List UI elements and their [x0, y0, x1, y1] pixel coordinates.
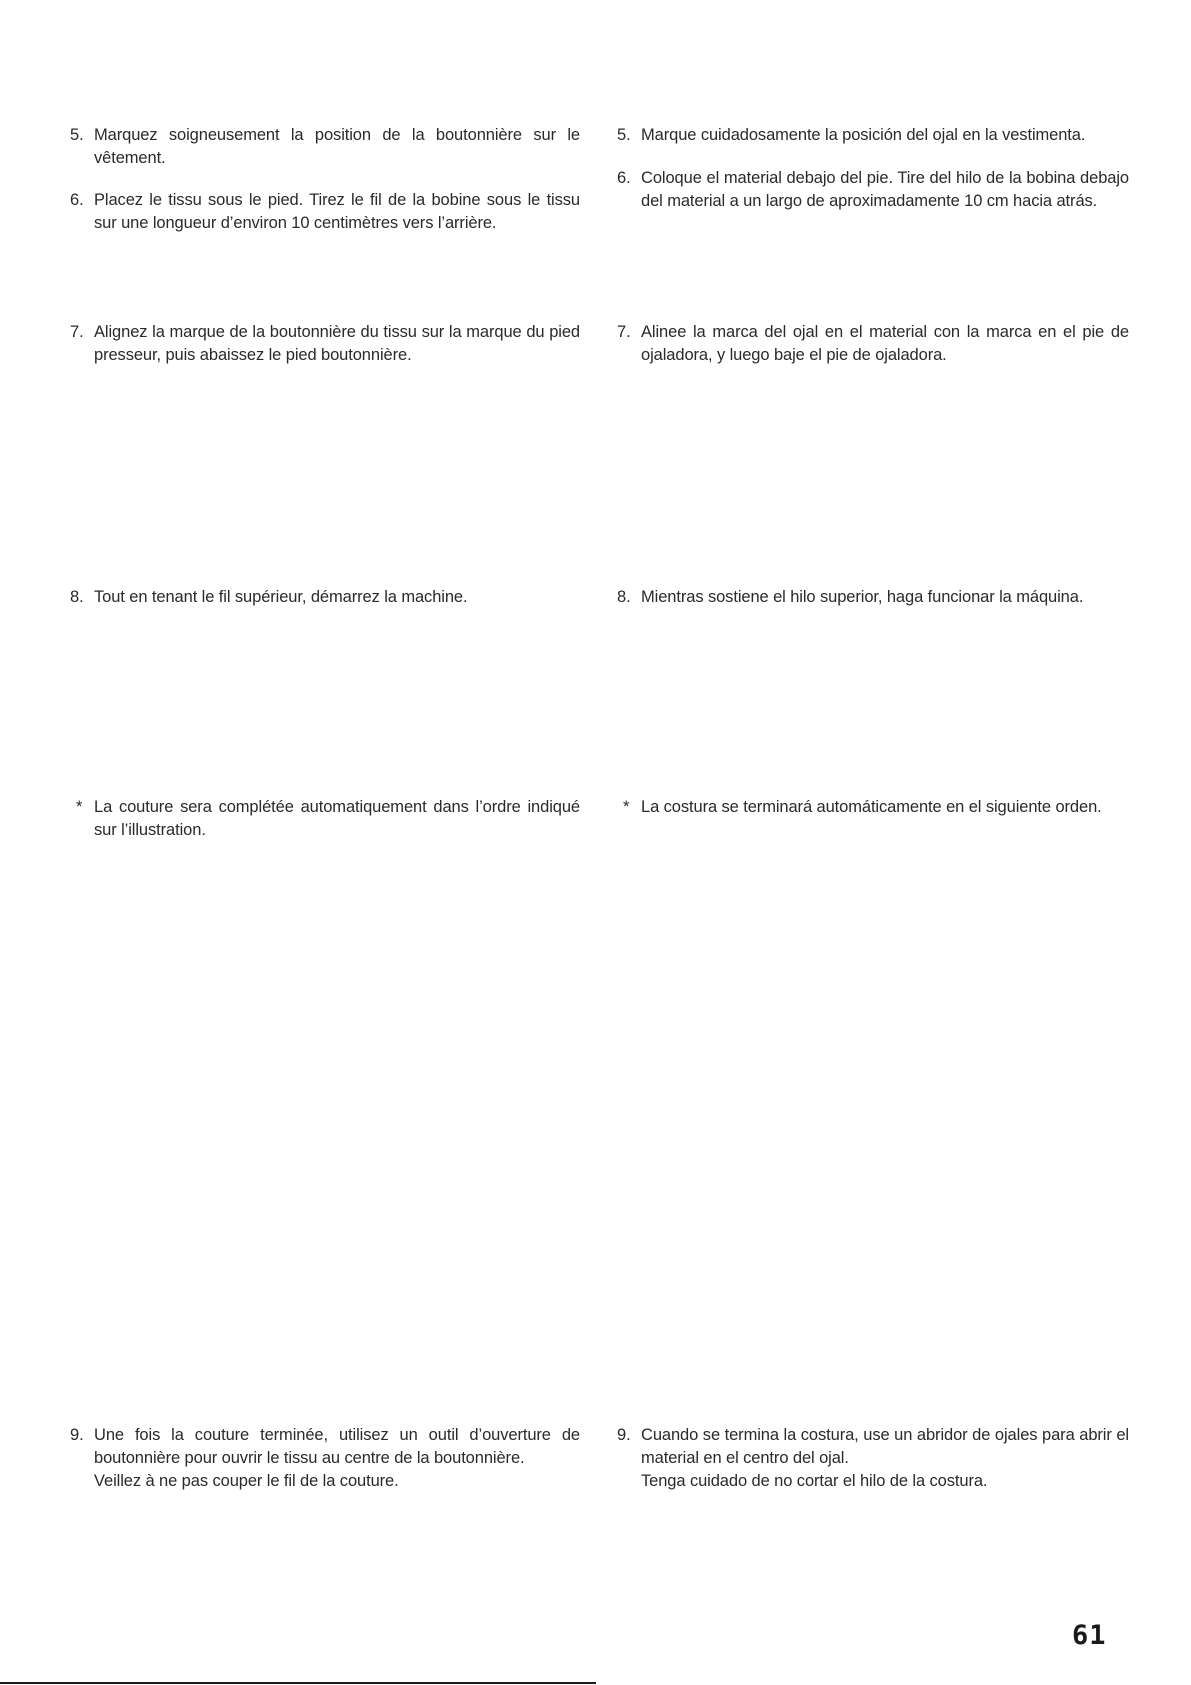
step-text-line: Veillez à ne pas couper le fil de la couture. [94, 1472, 399, 1490]
note-asterisk: * [623, 798, 630, 816]
step-text: Alignez la marque de la boutonnière du tissu sur la marque du pied presseur, puis abaissez le pied boutonnière. [94, 323, 580, 364]
step-text: Coloque el material debajo del pie. Tire del hilo de la bobina debajo del material a un largo de aproximadamente 10 cm hacia atrás. [641, 169, 1129, 210]
es-step-9 [617, 1424, 1129, 1493]
step-text-line: Tenga cuidado de no cortar el hilo de la costura. [641, 1472, 988, 1490]
step-number: 6. [617, 169, 631, 187]
step-text [94, 1424, 580, 1493]
footer-rule [0, 1682, 596, 1684]
note-text: La couture sera complétée automatiquement dans l’ordre indiqué sur l’illustration. [94, 798, 580, 839]
es-step-7 [617, 321, 1129, 367]
es-note [617, 796, 1129, 819]
step-text: Marque cuidadosamente la posición del ojal en la vestimenta. [641, 126, 1086, 144]
step-text: Tout en tenant le fil supérieur, démarrez la machine. [94, 588, 468, 606]
step-number: 8. [70, 588, 84, 606]
fr-step-7 [70, 321, 580, 367]
es-step-6 [617, 167, 1129, 213]
note-text: La costura se terminará automáticamente en el siguiente orden. [641, 798, 1102, 816]
step-number: 8. [617, 588, 631, 606]
fr-step-5 [70, 124, 580, 170]
fr-step-6 [70, 189, 580, 235]
step-text [641, 1424, 1129, 1493]
step-text: Mientras sostiene el hilo superior, haga funcionar la máquina. [641, 588, 1084, 606]
step-text: Alinee la marca del ojal en el material con la marca en el pie de ojaladora, y luego baje el pie de ojaladora. [641, 323, 1129, 364]
step-number: 5. [70, 126, 84, 144]
fr-step-8 [70, 586, 580, 609]
step-number: 7. [617, 323, 631, 341]
step-number: 5. [617, 126, 631, 144]
page-number: 61 [1072, 1620, 1107, 1651]
step-text-line: Une fois la couture terminée, utilisez un outil d’ouverture de boutonnière pour ouvrir le tissu au centre de la boutonnière. [94, 1426, 580, 1467]
es-step-8 [617, 586, 1129, 609]
note-asterisk: * [76, 798, 83, 816]
fr-note [70, 796, 580, 842]
fr-step-9 [70, 1424, 580, 1493]
step-number: 9. [70, 1426, 84, 1444]
step-number: 9. [617, 1426, 631, 1444]
step-number: 6. [70, 191, 84, 209]
es-step-5 [617, 124, 1129, 147]
step-number: 7. [70, 323, 84, 341]
step-text-line: Cuando se termina la costura, use un abridor de ojales para abrir el material en el centro del ojal. [641, 1426, 1129, 1467]
step-text: Marquez soigneusement la position de la boutonnière sur le vêtement. [94, 126, 580, 167]
step-text: Placez le tissu sous le pied. Tirez le fil de la bobine sous le tissu sur une longueur d’environ 10 centimètres vers l’arrière. [94, 191, 580, 232]
